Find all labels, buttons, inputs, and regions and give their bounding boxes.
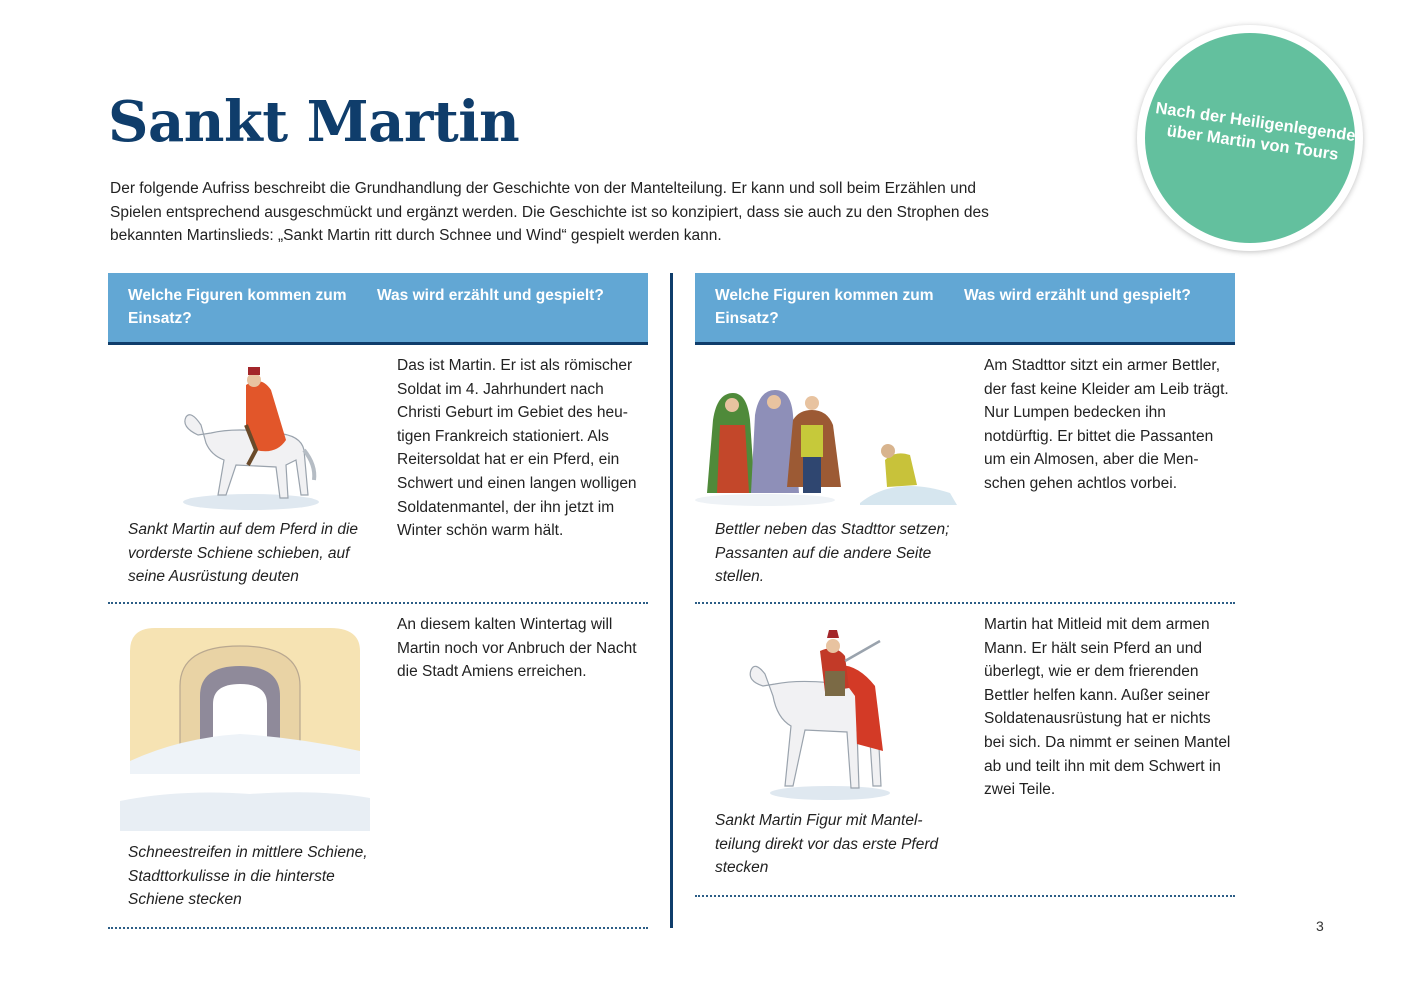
header-figures: Welche Figuren kommen zum Einsatz? [128,287,347,327]
table-row [695,604,1235,897]
table-row [695,345,1235,604]
column-divider [670,273,673,928]
page-title: Sankt Martin [108,89,520,155]
table-header [695,273,1235,345]
figure-caption: Schneestreifen in mittlere Schiene, Stadttorkulisse in die hinterste Schiene stecken [128,844,368,909]
figure-caption: Sankt Martin Figur mit Mantel-teilung direkt vor das erste Pferd stecken [715,812,939,877]
figure-caption: Sankt Martin auf dem Pferd in die vorderste Schiene schieben, auf seine Ausrüstung deuten [128,521,359,586]
legend-badge-circle [1145,33,1355,243]
figure-cell [108,604,377,927]
header-figures: Welche Figuren kommen zum Einsatz? [715,287,934,327]
header-story: Was wird erzählt und gespielt? [377,287,604,304]
right-table [695,273,1235,897]
story-text: Das ist Martin. Er ist als römischer Soldat im 4. Jahrhundert nach Christi Geburt im Gebiet des heu-tigen Frankreich stationiert. Als Reitersoldat hat er ein Pferd, ein Schwert und einen langen wolligen Soldatenmantel, der ihn jetzt im Winter schön warm hält. [397,357,637,540]
page-number: 3 [1316,918,1324,934]
table-row [108,604,648,929]
story-text: An diesem kalten Wintertag will Martin noch vor Anbruch der Nacht die Stadt Amiens erreichen. [397,616,637,681]
city-gate-and-snow-strip-illustration [120,626,375,831]
story-text: Martin hat Mitleid mit dem armen Mann. Er hält sein Pferd an und überlegt, wie er dem frierenden Bettler helfen kann. Außer seiner Soldatenausrüstung hat er nichts bei sich. Da nimmt er seinen Mantel ab und teilt ihn mit dem Schwert in zwei Teile. [984,616,1231,799]
martin-dividing-cloak-illustration [745,626,915,801]
legend-badge [1137,25,1363,251]
story-text: Am Stadttor sitzt ein armer Bettler, der fast keine Kleider am Leib trägt. Nur Lumpen bedecken ihn notdürftig. Er bittet die Passanten um ein Almosen, aber die Men-schen gehen achtlos vorbei. [984,357,1229,492]
martin-on-horse-illustration [176,355,326,510]
passersby-and-beggar-illustration [695,375,970,510]
header-story: Was wird erzählt und gespielt? [964,287,1191,304]
table-header [108,273,648,345]
figure-cell [695,604,964,895]
table-row [108,345,648,604]
left-table [108,273,648,929]
figure-caption: Bettler neben das Stadttor setzen; Passanten auf die andere Seite stellen. [715,521,950,586]
figure-cell [695,345,964,602]
legend-badge-text: Nach der Heiligenlegende über Martin von Tours [1154,99,1357,164]
intro-paragraph: Der folgende Aufriss beschreibt die Grundhandlung der Geschichte von der Mantelteilung. Er kann und soll beim Erzählen und Spielen entsprechend ausgeschmückt und ergänzt werden. Die Geschichte ist so konzipiert, dass sie auch zu den Strophen des bekannten Martinslieds: „Sankt Martin ritt durch Schnee und Wind“ gespielt werden kann. [110,180,989,245]
figure-cell [108,345,377,602]
